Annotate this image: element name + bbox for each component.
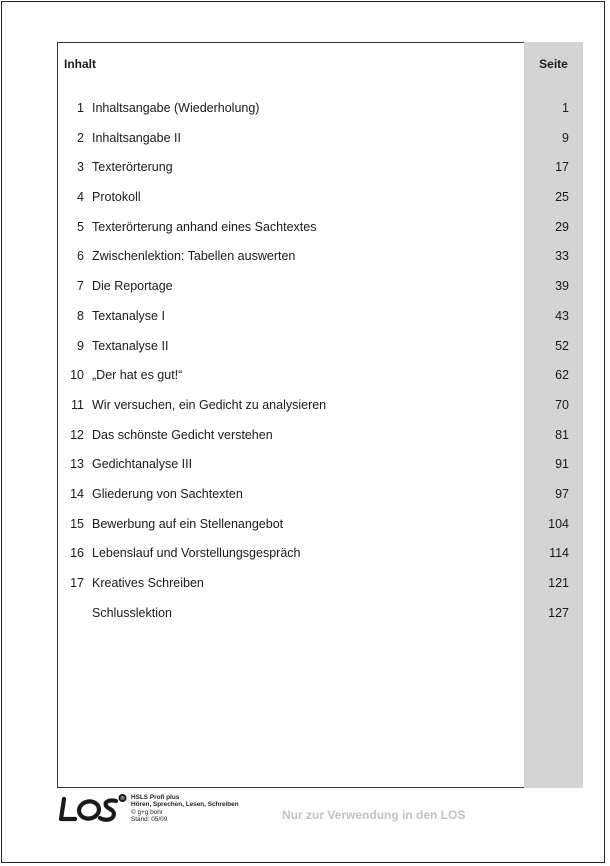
- toc-entry-title: Zwischenlektion: Tabellen auswerten: [92, 249, 296, 264]
- toc-entry: [57, 124, 583, 154]
- toc-entry-title: Gliederung von Sachtexten: [92, 486, 243, 501]
- footer-meta: [131, 794, 239, 823]
- toc-entry: [57, 361, 583, 391]
- toc-entry-page: 9: [562, 130, 569, 145]
- toc-entry: [57, 480, 583, 510]
- toc-entry: [57, 242, 583, 272]
- toc-entry-number: 3: [77, 160, 84, 175]
- toc-entry-title: Textanalyse I: [92, 308, 165, 323]
- toc-entry-title: Textanalyse II: [92, 338, 169, 353]
- toc-entry-title: Lebenslauf und Vorstellungsgespräch: [92, 546, 301, 561]
- copyright: © g+g bohr: [131, 808, 163, 816]
- toc-entry: [57, 332, 583, 362]
- toc-entry-title: Die Reportage: [92, 279, 173, 294]
- toc-entry: [57, 539, 583, 569]
- toc-entry-page: 25: [555, 190, 569, 205]
- toc-entry: [57, 510, 583, 540]
- toc-entry-page: 43: [555, 308, 569, 323]
- toc-entry: [57, 153, 583, 183]
- toc-entry-number: 9: [77, 338, 84, 353]
- toc-entry-title: Inhaltsangabe II: [92, 130, 181, 145]
- toc-entry-number: 6: [77, 249, 84, 264]
- toc-entry-title: Wir versuchen, ein Gedicht zu analysieren: [92, 397, 327, 412]
- toc-entry-number: 8: [77, 308, 84, 323]
- toc-entry-number: 14: [70, 486, 84, 501]
- toc-entry-title: „Der hat es gut!“: [92, 368, 183, 383]
- toc-entry: [57, 302, 583, 332]
- toc-entry-title: Protokoll: [92, 190, 141, 205]
- toc-entry-title: Gedichtanalyse III: [92, 457, 193, 472]
- toc-entry-page: 62: [555, 368, 569, 383]
- toc-entry-title: Kreatives Schreiben: [92, 576, 204, 590]
- toc-entry-number: 17: [70, 576, 84, 590]
- toc-title: Inhalt: [64, 57, 96, 71]
- toc-entry: [57, 391, 583, 421]
- usage-note: Nur zur Verwendung in den LOS: [282, 808, 466, 822]
- registered-mark: ®: [120, 796, 125, 802]
- toc-entry-page: 70: [555, 397, 569, 412]
- toc-entry-number: 5: [77, 219, 84, 234]
- toc-entry-number: 16: [70, 546, 84, 561]
- product-subtitle: Hören, Sprechen, Lesen, Schreiben: [131, 801, 239, 809]
- toc-entry-page: 52: [555, 338, 569, 353]
- toc-entry-page: 127: [548, 605, 569, 620]
- toc-entry-page: 91: [555, 457, 569, 472]
- toc-entry-page: 29: [555, 219, 569, 234]
- toc-entry: [57, 272, 583, 302]
- toc-entry-page: 17: [555, 160, 569, 175]
- toc-entry: [57, 421, 583, 451]
- toc-entry-number: 7: [77, 279, 84, 294]
- product-name: HSLS Profi plus: [131, 794, 180, 801]
- toc-entry: [57, 213, 583, 243]
- toc-entry-page: 97: [555, 486, 569, 501]
- toc-entry-number: 12: [70, 427, 84, 442]
- toc-entry-title: Das schönste Gedicht verstehen: [92, 427, 273, 442]
- toc-entry-number: 1: [77, 101, 84, 115]
- toc-entry-title: Bewerbung auf ein Stellenangebot: [92, 516, 284, 531]
- toc-entry-title: Schlusslektion: [92, 605, 172, 620]
- toc-entry-page: 33: [555, 249, 569, 264]
- toc-entry-number: 11: [71, 397, 84, 412]
- toc-entry: [57, 569, 583, 599]
- toc-entry: [57, 183, 583, 213]
- toc-entry-page: 121: [548, 576, 569, 590]
- toc-entry-page: 104: [548, 516, 569, 531]
- los-logo: [58, 793, 128, 825]
- toc-entry-page: 114: [549, 546, 569, 561]
- toc-list: [57, 94, 583, 628]
- toc-entry-page: 1: [562, 101, 569, 115]
- stand-date: Stand: 05/09: [131, 815, 168, 823]
- toc-entry-page: 81: [555, 427, 569, 442]
- toc-entry-title: Texterörterung anhand eines Sachtextes: [92, 219, 317, 234]
- toc-entry-number: 13: [70, 457, 84, 472]
- toc-entry: [57, 94, 583, 124]
- toc-entry-number: 4: [77, 190, 84, 205]
- toc-entry: [57, 450, 583, 480]
- toc-entry-title: Inhaltsangabe (Wiederholung): [92, 101, 260, 115]
- toc-entry-number: 2: [77, 130, 84, 145]
- page-column-header: Seite: [539, 57, 568, 71]
- toc-entry: [57, 599, 583, 629]
- toc-entry-number: 10: [70, 368, 84, 383]
- toc-entry-page: 39: [555, 279, 569, 294]
- toc-entry-number: 15: [70, 516, 84, 531]
- toc-entry-title: Texterörterung: [92, 160, 173, 175]
